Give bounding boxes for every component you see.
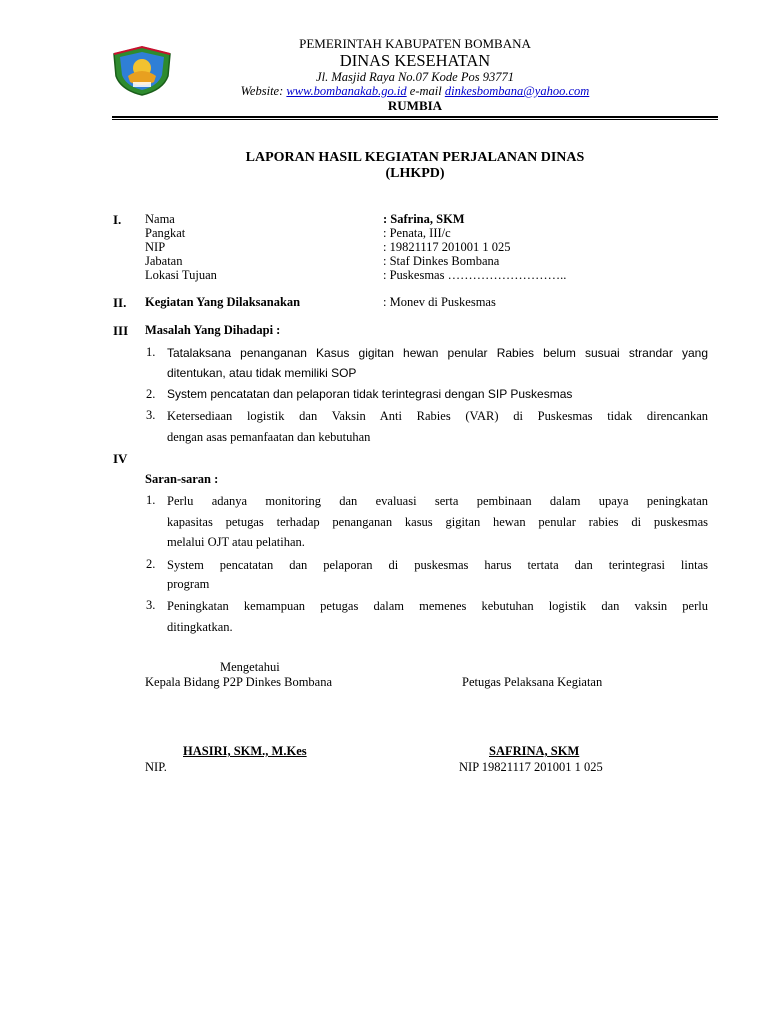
header-divider-thin: [112, 119, 718, 120]
value-nip: : 19821117 201001 1 025: [383, 240, 511, 254]
report-subtitle: (LHKPD): [385, 166, 445, 181]
value-pangkat: : Penata, III/c: [383, 226, 451, 240]
problem-3-line-1: Ketersediaan logistik dan Vaksin Anti Rabies (VAR) di Puskesmas tidak direncankan: [167, 409, 708, 423]
label-lokasi-tujuan: Lokasi Tujuan: [145, 268, 217, 282]
report-title: LAPORAN HASIL KEGIATAN PERJALANAN DINAS: [245, 150, 585, 165]
section-2-value: : Monev di Puskesmas: [383, 295, 496, 309]
office-address: Jl. Masjid Raya No.07 Kode Pos 93771: [316, 70, 514, 84]
acknowledged-label: Mengetahui: [220, 660, 280, 674]
section-3-number: III: [113, 323, 129, 338]
left-signer-role: Kepala Bidang P2P Dinkes Bombana: [145, 675, 333, 689]
problem-1-number: 1.: [146, 345, 156, 359]
suggestion-2-line-1: System pencatatan dan pelaporan di puskesmas harus tertata dan terintegrasi lintas: [167, 558, 708, 572]
label-jabatan: Jabatan: [145, 254, 183, 268]
section-3-label: Masalah Yang Dihadapi :: [145, 323, 281, 337]
left-signer-name: HASIRI, SKM., M.Kes: [183, 744, 307, 758]
label-pangkat: Pangkat: [145, 226, 186, 240]
header-divider-thick: [112, 116, 718, 118]
section-4-label: Saran-saran :: [145, 472, 219, 486]
section-4-number: IV: [113, 451, 128, 466]
section-2-label: Kegiatan Yang Dilaksanakan: [145, 295, 301, 309]
suggestion-2-number: 2.: [146, 557, 156, 571]
label-nama: Nama: [145, 212, 175, 226]
section-1-number: I.: [113, 212, 122, 227]
suggestion-3-line-2: ditingkatkan.: [167, 620, 233, 634]
problem-2-number: 2.: [146, 387, 156, 401]
email-link[interactable]: dinkesbombana@yahoo.com: [444, 84, 590, 98]
email-label: e-mail: [409, 84, 442, 98]
problem-3-number: 3.: [146, 408, 156, 422]
district-name: RUMBIA: [387, 98, 443, 113]
problem-1-line-2: ditentukan, atau tidak memiliki SOP: [167, 366, 357, 380]
value-jabatan: : Staf Dinkes Bombana: [383, 254, 500, 268]
section-2-number: II.: [113, 295, 127, 310]
suggestion-1-line-1: Perlu adanya monitoring dan evaluasi serta pembinaan dalam upaya peningkatan: [167, 494, 708, 508]
right-signer-name: SAFRINA, SKM: [489, 744, 580, 758]
suggestion-1-number: 1.: [146, 493, 156, 507]
value-lokasi-tujuan: : Puskesmas ………………………..: [383, 268, 567, 282]
suggestion-1-line-3: melalui OJT atau pelatihan.: [167, 535, 305, 549]
contact-line: [150, 84, 680, 99]
office-name: DINAS KESEHATAN: [339, 51, 491, 70]
government-name: PEMERINTAH KABUPATEN BOMBANA: [299, 36, 531, 51]
right-signer-nip: NIP 19821117 201001 1 025: [459, 760, 603, 774]
suggestion-1-line-2: kapasitas petugas terhadap penanganan kasus gigitan hewan penular rabies di puskesmas: [167, 515, 708, 529]
website-label: Website:: [240, 84, 284, 98]
suggestion-3-number: 3.: [146, 598, 156, 612]
website-link[interactable]: www.bombanakab.go.id: [286, 84, 407, 98]
left-signer-nip: NIP.: [145, 760, 167, 774]
value-nama: : Safrina, SKM: [383, 212, 465, 226]
problem-1-line-1: Tatalaksana penanganan Kasus gigitan hewan penular Rabies belum susuai strandar yang: [167, 346, 708, 360]
suggestion-2-line-2: program: [167, 577, 210, 591]
label-nip: NIP: [145, 240, 166, 254]
problem-3-line-2: dengan asas pemanfaatan dan kebutuhan: [167, 430, 371, 444]
suggestion-3-line-1: Peningkatan kemampuan petugas dalam memenes kebutuhan logistik dan vaksin perlu: [167, 599, 708, 613]
problem-2-line-1: System pencatatan dan pelaporan tidak terintegrasi dengan SIP Puskesmas: [167, 387, 573, 401]
right-signer-role: Petugas Pelaksana Kegiatan: [462, 675, 603, 689]
